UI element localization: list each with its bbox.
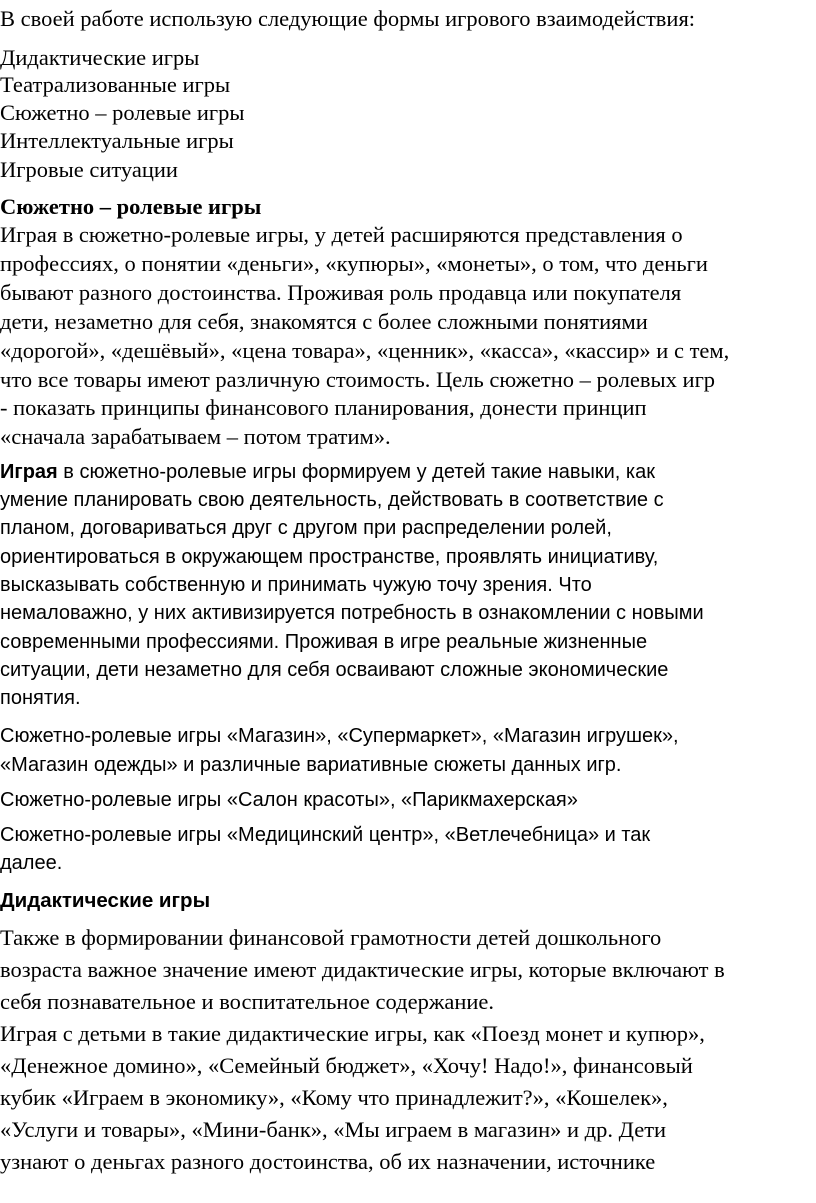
- paragraph-line: Сюжетно-ролевые игры «Магазин», «Супермаркет», «Магазин игрушек»,: [0, 725, 679, 747]
- paragraph-line: понятия.: [0, 687, 81, 709]
- intro-text: В своей работе использую следующие формы игрового взаимодействия:: [0, 6, 696, 31]
- bold-word: Играя: [0, 461, 58, 483]
- paragraph-line: современными профессиями. Проживая в игре реальные жизненные: [0, 631, 648, 653]
- paragraph-line: что все товары имеют различную стоимость. Цель сюжетно – ролевых игр: [0, 367, 716, 392]
- paragraph-line: возраста важное значение имеют дидактические игры, которые включают в: [0, 957, 725, 982]
- paragraph-text: в сюжетно-ролевые игры формируем у детей такие навыки, как: [57, 461, 655, 483]
- paragraph-line: «дорогой», «дешёвый», «цена товара», «ценник», «касса», «кассир» и с тем,: [0, 338, 730, 363]
- paragraph-line: далее.: [0, 852, 63, 874]
- paragraph-line: узнают о деньгах разного достоинства, об их назначении, источнике: [0, 1149, 656, 1174]
- paragraph-line: - показать принципы финансового планирования, донести принцип: [0, 395, 647, 420]
- list-item: Интеллектуальные игры: [0, 128, 234, 153]
- paragraph-line: профессиях, о понятии «деньги», «купюры», «монеты», о том, что деньги: [0, 251, 708, 276]
- paragraph-line: Сюжетно-ролевые игры «Салон красоты», «Парикмахерская»: [0, 789, 578, 811]
- list-item: Сюжетно – ролевые игры: [0, 100, 245, 125]
- paragraph-line: «сначала зарабатываем – потом тратим».: [0, 424, 391, 449]
- paragraph-line: планом, договариваться друг с другом при распределении ролей,: [0, 517, 612, 539]
- paragraph-line: «Магазин одежды» и различные вариативные сюжеты данных игр.: [0, 754, 622, 776]
- paragraph-line: дети, незаметно для себя, знакомятся с более сложными понятиями: [0, 309, 648, 334]
- paragraph-line: себя познавательное и воспитательное содержание.: [0, 989, 495, 1014]
- section-heading-didactic-games: Дидактические игры: [0, 889, 211, 912]
- paragraph-line: умение планировать свою деятельность, действовать в соответствие с: [0, 489, 664, 511]
- paragraph-line: «Денежное домино», «Семейный бюджет», «Хочу! Надо!», финансовый: [0, 1053, 693, 1078]
- paragraph-line: Сюжетно-ролевые игры «Медицинский центр», «Ветлечебница» и так: [0, 824, 651, 846]
- paragraph-line: немаловажно, у них активизируется потребность в ознакомлении с новыми: [0, 602, 704, 624]
- paragraph-line: «Услуги и товары», «Мини-банк», «Мы играем в магазин» и др. Дети: [0, 1117, 667, 1142]
- paragraph-line: Играя с детьми в такие дидактические игры, как «Поезд монет и купюр»,: [0, 1021, 705, 1046]
- paragraph-line: ситуации, дети незаметно для себя осваивают сложные экономические: [0, 659, 669, 681]
- list-item: Игровые ситуации: [0, 157, 178, 182]
- section-heading-role-games: Сюжетно – ролевые игры: [0, 194, 262, 219]
- paragraph-line: Также в формировании финансовой грамотности детей дошкольного: [0, 925, 662, 950]
- paragraph-line: ориентироваться в окружающем пространстве, проявлять инициативу,: [0, 546, 659, 568]
- paragraph-line: Играя в сюжетно-ролевые игры, у детей расширяются представления о: [0, 222, 683, 247]
- list-item: Театрализованные игры: [0, 72, 231, 97]
- paragraph-line: высказывать собственную и принимать чужую точу зрения. Что: [0, 574, 592, 596]
- list-item: Дидактические игры: [0, 45, 200, 70]
- paragraph-line: [0, 462, 655, 482]
- paragraph-line: бывают разного достоинства. Проживая роль продавца или покупателя: [0, 280, 682, 305]
- paragraph-line: кубик «Играем в экономику», «Кому что принадлежит?», «Кошелек»,: [0, 1085, 668, 1110]
